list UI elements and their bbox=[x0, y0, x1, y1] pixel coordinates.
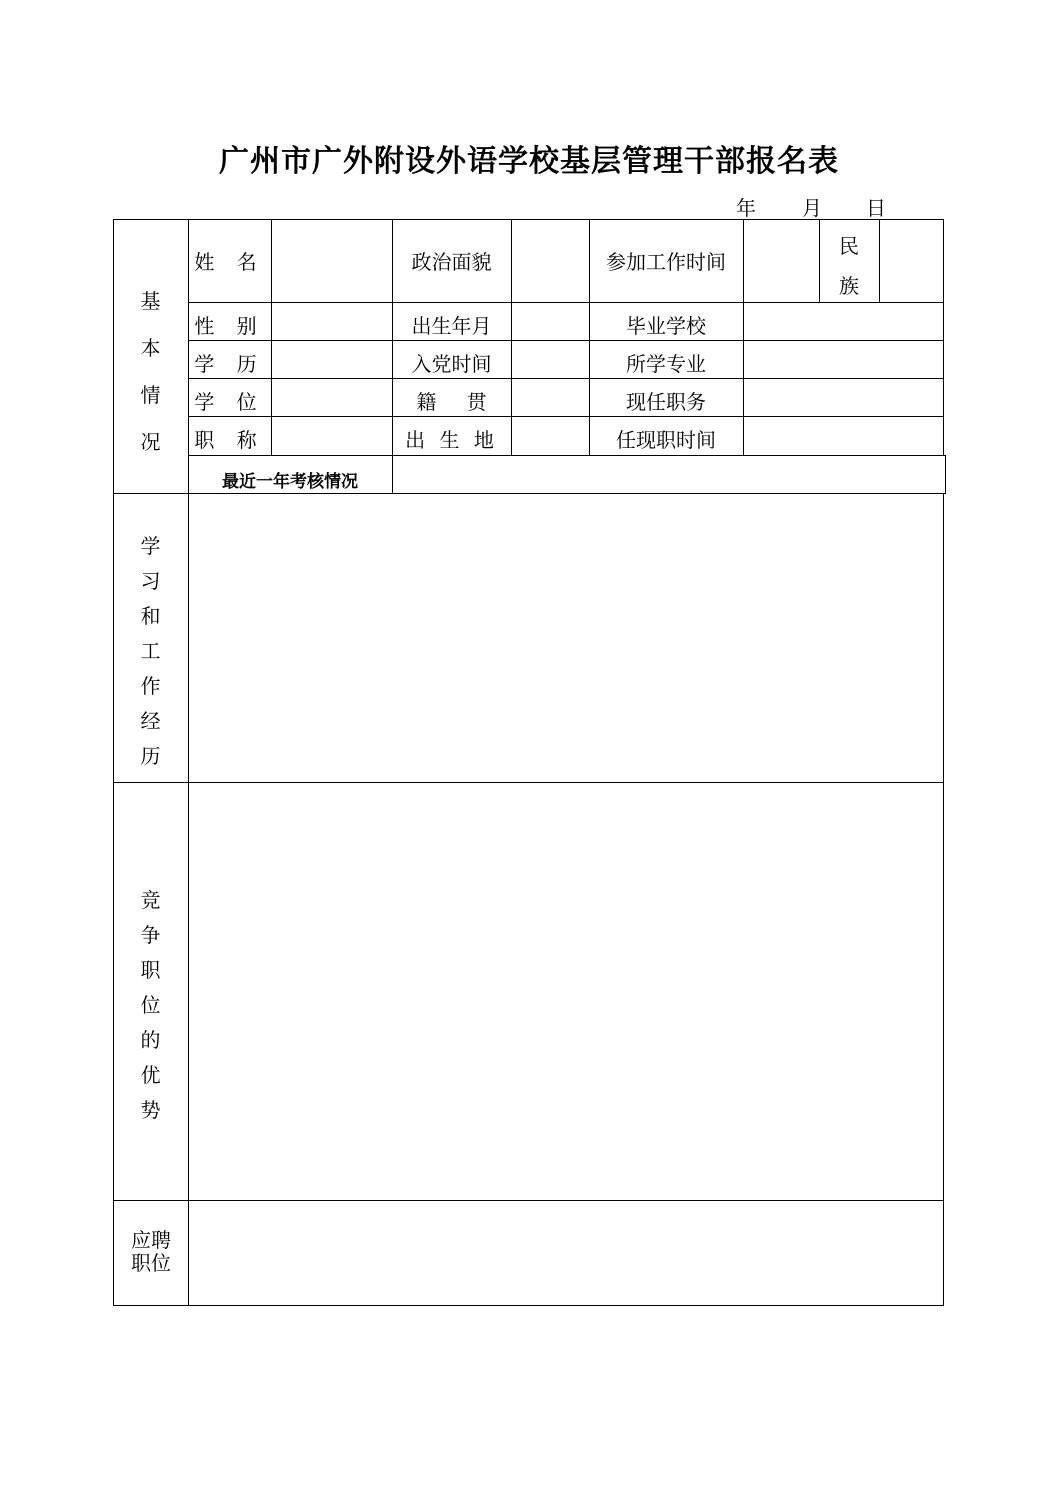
label-political: 政治面貌 bbox=[411, 250, 492, 274]
date-day-label: 日 bbox=[866, 196, 886, 220]
label-birth: 出生年月 bbox=[411, 314, 492, 338]
birth-field[interactable] bbox=[512, 303, 588, 340]
label-ethnicity-bottom: 族 bbox=[839, 273, 859, 298]
school-field[interactable] bbox=[744, 303, 942, 340]
experience-field[interactable] bbox=[189, 494, 942, 782]
political-field[interactable] bbox=[512, 220, 588, 302]
assessment-field[interactable] bbox=[393, 456, 944, 493]
label-party: 入党时间 bbox=[411, 352, 492, 376]
form-title: 广州市广外附设外语学校基层管理干部报名表 bbox=[219, 144, 839, 179]
label-title: 职 称 bbox=[194, 428, 265, 452]
label-work-start: 参加工作时间 bbox=[606, 250, 726, 274]
native-field[interactable] bbox=[512, 379, 588, 416]
party-field[interactable] bbox=[512, 341, 588, 378]
label-school: 毕业学校 bbox=[626, 314, 706, 338]
gender-field[interactable] bbox=[272, 303, 391, 340]
label-gender: 性 别 bbox=[194, 314, 265, 338]
date-year-label: 年 bbox=[736, 196, 756, 220]
label-name: 姓 名 bbox=[194, 250, 265, 274]
label-education: 学 历 bbox=[194, 352, 265, 376]
education-field[interactable] bbox=[272, 341, 391, 378]
label-birthplace: 出 生 地 bbox=[405, 428, 498, 452]
section-basic-label: 基 本 情 况 bbox=[140, 289, 161, 454]
ethnicity-field[interactable] bbox=[880, 220, 942, 302]
position-field[interactable] bbox=[744, 379, 942, 416]
label-tenure: 任现职时间 bbox=[616, 428, 716, 452]
work-start-field[interactable] bbox=[744, 220, 818, 302]
date-month-label: 月 bbox=[802, 196, 822, 220]
label-assessment: 最近一年考核情况 bbox=[222, 471, 358, 492]
label-native: 籍 贯 bbox=[416, 390, 487, 414]
title-field[interactable] bbox=[272, 417, 391, 455]
name-field[interactable] bbox=[272, 220, 391, 302]
tenure-field[interactable] bbox=[744, 417, 942, 455]
degree-field[interactable] bbox=[272, 379, 391, 416]
birthplace-field[interactable] bbox=[512, 417, 588, 455]
label-degree: 学 位 bbox=[194, 390, 265, 414]
advantage-field[interactable] bbox=[189, 783, 942, 1200]
label-apply-position: 应聘职位 bbox=[131, 1228, 171, 1275]
label-ethnicity-top: 民 bbox=[839, 233, 859, 258]
label-position: 现任职务 bbox=[626, 390, 706, 414]
label-major: 所学专业 bbox=[626, 352, 706, 376]
apply-position-field[interactable] bbox=[189, 1201, 942, 1305]
major-field[interactable] bbox=[744, 341, 942, 378]
section-advantage-label: 竞 争 职 位 的 优 势 bbox=[140, 888, 161, 1122]
section-experience-label: 学 习 和 工 作 经 历 bbox=[140, 534, 161, 768]
